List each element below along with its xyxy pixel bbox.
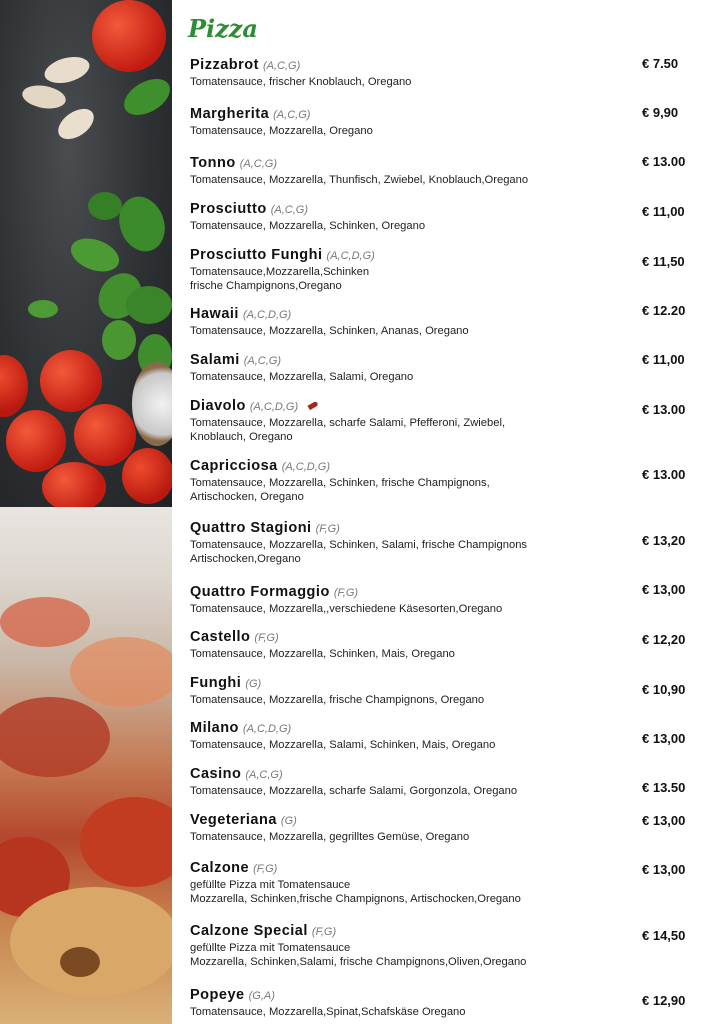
item-description: Tomatensauce, Mozzarella, Salami, Oregano: [190, 371, 414, 383]
item-price: € 11,50: [642, 254, 685, 269]
item-name: Calzone: [190, 860, 250, 876]
item-description: Tomatensauce, Mozzarella, Schinken, Salami, frische Champignons Artischocken,Oregano: [190, 539, 528, 565]
item-description: Tomatensauce, Mozzarella, Salami, Schinken, Mais, Oregano: [190, 739, 496, 751]
side-photo-column: [0, 0, 172, 1024]
item-allergens: (F,G): [333, 587, 359, 599]
item-allergens: (F,G): [254, 632, 279, 644]
item-name: Popeye: [190, 987, 245, 1003]
item-price: € 13,00: [642, 731, 686, 746]
item-price: € 13,20: [642, 533, 686, 548]
item-allergens: (A,C,G): [270, 204, 308, 216]
item-allergens: (A,C,D,G): [249, 401, 299, 413]
item-description: Tomatensauce, Mozzarella, Schinken, Ananas, Oregano: [190, 325, 469, 337]
item-name: Castello: [190, 629, 251, 645]
menu-item: [190, 457, 700, 504]
item-allergens: (A,C,D,G): [326, 250, 375, 262]
item-description: Tomatensauce, Mozzarella, frische Champignons, Oregano: [190, 694, 485, 706]
item-price: € 11,00: [642, 352, 685, 367]
item-price: € 11,00: [642, 204, 685, 219]
menu-item: [190, 922, 700, 969]
item-price: € 13.50: [642, 780, 686, 795]
item-allergens: (A,C,D,G): [242, 723, 292, 735]
item-description: Tomatensauce, Mozzarella, scharfe Salami, Pfefferoni, Zwiebel, Knoblauch, Oregano: [190, 417, 506, 443]
item-price: € 13,00: [642, 582, 686, 597]
item-allergens: (A,C,G): [239, 158, 277, 170]
item-allergens: (G): [280, 815, 297, 827]
menu-item: [190, 105, 700, 138]
item-name: Capricciosa: [190, 458, 278, 474]
item-name: Tonno: [190, 155, 236, 171]
menu-item: [190, 305, 700, 338]
item-price: € 14,50: [642, 928, 686, 943]
item-description: gefüllte Pizza mit Tomatensauce Mozzarella, Schinken,Salami, frische Champignons,Oliven,Oregano: [190, 942, 527, 968]
menu-item: [190, 859, 700, 906]
menu-item: [190, 811, 700, 844]
menu-item: [190, 674, 700, 707]
item-name: Milano: [190, 720, 239, 736]
chili-pepper-icon: [308, 401, 319, 410]
item-price: € 10,90: [642, 682, 686, 697]
item-allergens: (A,C,G): [243, 355, 282, 367]
item-allergens: (A,C,G): [262, 60, 301, 72]
item-name: Salami: [190, 352, 240, 368]
item-price: € 12.20: [642, 303, 686, 318]
item-allergens: (F,G): [315, 523, 340, 535]
item-price: € 7.50: [642, 56, 679, 71]
ingredients-photo: [0, 0, 172, 507]
item-allergens: (A,C,G): [273, 109, 311, 121]
item-price: € 13,00: [642, 862, 686, 877]
item-description: Tomatensauce, Mozzarella,,verschiedene Käsesorten,Oregano: [190, 603, 503, 615]
item-description: Tomatensauce, Mozzarella, Schinken, frische Champignons, Artischocken, Oregano: [190, 477, 490, 503]
item-description: Tomatensauce, Mozzarella, Oregano: [190, 125, 373, 137]
item-price: € 13.00: [642, 402, 686, 417]
item-allergens: (A,C,G): [245, 769, 283, 781]
menu-item: [190, 628, 700, 661]
item-description: Tomatensauce, Mozzarella, Thunfisch, Zwiebel, Knoblauch,Oregano: [190, 174, 529, 186]
item-price: € 12,90: [642, 993, 686, 1008]
item-description: Tomatensauce, frischer Knoblauch, Oregano: [190, 76, 412, 88]
item-name: Vegeteriana: [190, 812, 277, 828]
menu-item: [190, 56, 700, 89]
item-name: Hawaii: [190, 306, 239, 322]
menu-item: [190, 583, 700, 616]
item-price: € 13,00: [642, 813, 686, 828]
item-name: Quattro Formaggio: [190, 584, 330, 600]
item-name: Margherita: [190, 106, 270, 122]
item-price: € 12,20: [642, 632, 686, 647]
item-allergens: (G): [245, 678, 262, 690]
item-allergens: (A,C,D,G): [281, 461, 330, 473]
item-description: Tomatensauce, Mozzarella,Spinat,Schafskäse Oregano: [190, 1006, 466, 1018]
item-description: Tomatensauce,Mozzarella,Schinken frische Champignons,Oregano: [190, 266, 370, 292]
item-name: Casino: [190, 766, 242, 782]
item-description: Tomatensauce, Mozzarella, Schinken, Mais, Oregano: [190, 648, 455, 660]
item-price: € 13.00: [642, 154, 686, 169]
item-name: Pizzabrot: [190, 57, 259, 73]
item-allergens: (F,G): [311, 926, 337, 938]
item-name: Prosciutto Funghi: [190, 247, 323, 263]
item-price: € 9,90: [642, 105, 679, 120]
menu-item: [190, 351, 700, 384]
menu-item: [190, 154, 700, 187]
pizza-photo: [0, 507, 172, 1024]
item-name: Prosciutto: [190, 201, 267, 217]
item-description: Tomatensauce, Mozzarella, gegrilltes Gemüse, Oregano: [190, 831, 470, 843]
menu-item: [190, 719, 700, 752]
item-allergens: (G,A): [248, 990, 275, 1002]
menu-item: [190, 519, 700, 566]
item-description: Tomatensauce, Mozzarella, Schinken, Oregano: [190, 220, 426, 232]
item-description: Tomatensauce, Mozzarella, scharfe Salami, Gorgonzola, Oregano: [190, 785, 518, 797]
menu-item: [190, 200, 700, 233]
item-name: Funghi: [190, 675, 242, 691]
menu-item: [190, 986, 700, 1019]
section-title: Pizza: [188, 14, 258, 43]
item-name: Diavolo: [190, 398, 246, 414]
item-allergens: (A,C,D,G): [242, 309, 292, 321]
menu-item: [190, 246, 700, 293]
item-price: € 13.00: [642, 467, 686, 482]
menu-item: [190, 397, 700, 444]
item-description: gefüllte Pizza mit Tomatensauce Mozzarella, Schinken,frische Champignons, Artischocken,Oregano: [190, 879, 521, 905]
item-name: Calzone Special: [190, 923, 308, 939]
item-name: Quattro Stagioni: [190, 520, 312, 536]
item-allergens: (F,G): [253, 863, 278, 875]
menu-item: [190, 765, 700, 798]
